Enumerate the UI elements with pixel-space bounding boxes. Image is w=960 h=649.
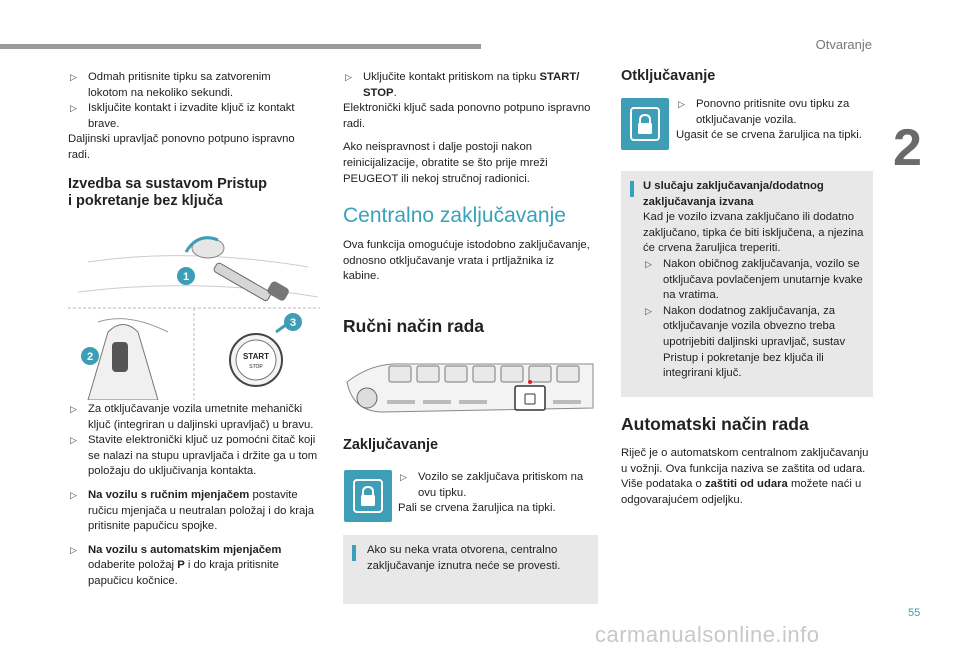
col2-top-text [343,70,601,187]
info-box-doors [343,535,598,604]
list-item: ▷ Na vozilu s automatskim mjenjačem odaberite položaj P i do kraja pritisnite papučicu kočnice. [70,543,282,587]
svg-text:3: 3 [289,317,297,329]
unlock-icon [621,98,669,150]
list-item: ▷ Vozilo se zaključava pritiskom na ovu tipku. [400,471,584,499]
header-rule [0,44,481,49]
keyless-illustration [68,222,320,400]
svg-text:START: START [242,352,270,361]
callout-1-label: 1 [182,271,190,283]
info-box-external-locking [621,171,873,397]
triangle-bullet-icon: ▷ [70,103,77,114]
title-locking: Zaključavanje [343,437,439,453]
triangle-bullet-icon: ▷ [645,305,652,316]
list-item: ▷ Stavite elektronički ključ uz pomoćni čitač koji se nalazi na stupu upravljača i držite ga u tom položaju do uključivanja kontakta. [70,434,318,478]
list-item: ▷ Nakon dodatnog zaključavanja, za otključavanje vozila obvezno treba upotrijebiti daljinski upravljač, sustav Pristup i pokretanje bez ključa ili integrirani ključ. [645,304,846,380]
list-item: ▷ Isključite kontakt i izvadite ključ iz kontakt brave. [70,102,295,130]
svg-text:2: 2 [86,351,94,363]
lock-button-icon [344,470,392,522]
heading-line: Izvedba sa sustavom Pristup [68,176,268,192]
paragraph: Ako neispravnost i dalje postoji nakon reinicijalizacije, obratite se što prije mreži PEUGEOT ili nekoj stručnoj radionici. [343,141,548,185]
list-item: ▷ Za otključavanje vozila umetnite mehanički ključ (integriran u daljinski upravljač) u bravu. [70,403,314,431]
chapter-number: 2 [893,119,922,177]
list-item: ▷ Nakon običnog zaključavanja, vozilo se otključava povlačenjem unutarnje kvake na vratima. [645,257,863,302]
info-text: Ako su neka vrata otvorena, centralno zaključavanje iznutra neće se provesti. [367,544,561,572]
col1-top-text [68,70,300,164]
paragraph: Elektronički ključ sada ponovno potpuno ispravno radi. [343,102,591,130]
watermark: carmanualsonline.info [595,622,820,647]
triangle-bullet-icon: ▷ [678,99,685,109]
chapter-title: Otvaranje [815,37,872,52]
triangle-bullet-icon: ▷ [645,258,652,269]
title-unlocking: Otključavanje [621,68,716,84]
list-item: ▷ Na vozilu s ručnim mjenjačem postavite ručicu mjenjača u neutralan položaj i do kraja pritisnite papučicu spojke. [70,488,315,533]
page-number: 55 [908,607,921,619]
title-manual-mode: Ručni način rada [343,316,485,336]
triangle-bullet-icon: ▷ [70,435,77,446]
lock-instructions: ▷ Vozilo se zaključava pritiskom na ovu tipku. Pali se crvena žaruljica na tipki. [398,470,598,517]
info-icon [352,545,356,561]
title-central-locking: Centralno zaključavanje [343,204,566,227]
lock-switch [515,386,545,410]
title-automatic-mode: Automatski način rada [621,414,809,434]
triangle-bullet-icon: ▷ [70,489,77,500]
info-content: U slučaju zaključavanja/dodatnog zaključavanja izvana Kad je vozilo izvana zaključano ili dodatno zaključano, tipka će biti isključena, a njezina će crvena žaruljica treperiti. ▷ Nakon običnog zaključavanja, vozilo se otključava povlačenjem unutarnje kvake na vratima. ▷ Nakon dodatnog zaključavanja, za otključavanje vozila obvezno treba upotrijebiti daljinski upravljač, sustav Pristup i pokretanje bez ključa ili integrirani ključ. [643,179,867,382]
list-item: ▷ Ponovno pritisnite ovu tipku za otključavanje vozila. [678,98,850,126]
triangle-bullet-icon: ▷ [70,72,77,82]
heading-line: i pokretanje bez ključa [68,193,223,209]
central-description: Ova funkcija omogućuje istodobno zaključavanje, odnosno otključavanje vrata i prtljažnika iz kabine. [343,239,590,283]
triangle-bullet-icon: ▷ [400,472,407,482]
automatic-description: Riječ je o automatskom centralnom zaključavanju u vožnji. Ova funkcija naziva se zaštita od udara. Više podataka o zaštiti od udara možete naći u odgovarajućem odjeljku. [621,447,869,506]
lock-icon [344,470,392,522]
triangle-bullet-icon: ▷ [345,72,352,82]
triangle-bullet-icon: ▷ [70,544,77,555]
col1-bottom-text [68,402,320,590]
list-item: ▷ Odmah pritisnite tipku sa zatvorenim lokotom na nekoliko sekundi. [70,71,271,99]
switch-panel-illustration [343,352,598,424]
paragraph: Daljinski upravljač ponovno potpuno ispravno radi. [68,133,295,161]
info-icon [630,181,634,197]
section-heading-keyless [68,176,308,210]
svg-text:STOP: STOP [249,364,263,370]
unlock-instructions: ▷ Ponovno pritisnite ovu tipku za otključavanje vozila. Ugasit će se crvena žaruljica na tipki. [676,97,872,144]
switch-panel-figure [343,352,598,424]
keyless-figure [68,222,320,400]
unlock-button-icon [621,98,669,150]
list-item: ▷ Uključite kontakt pritiskom na tipku START/ STOP. [345,71,580,99]
triangle-bullet-icon: ▷ [70,404,77,414]
remote-key-icon [112,342,128,372]
